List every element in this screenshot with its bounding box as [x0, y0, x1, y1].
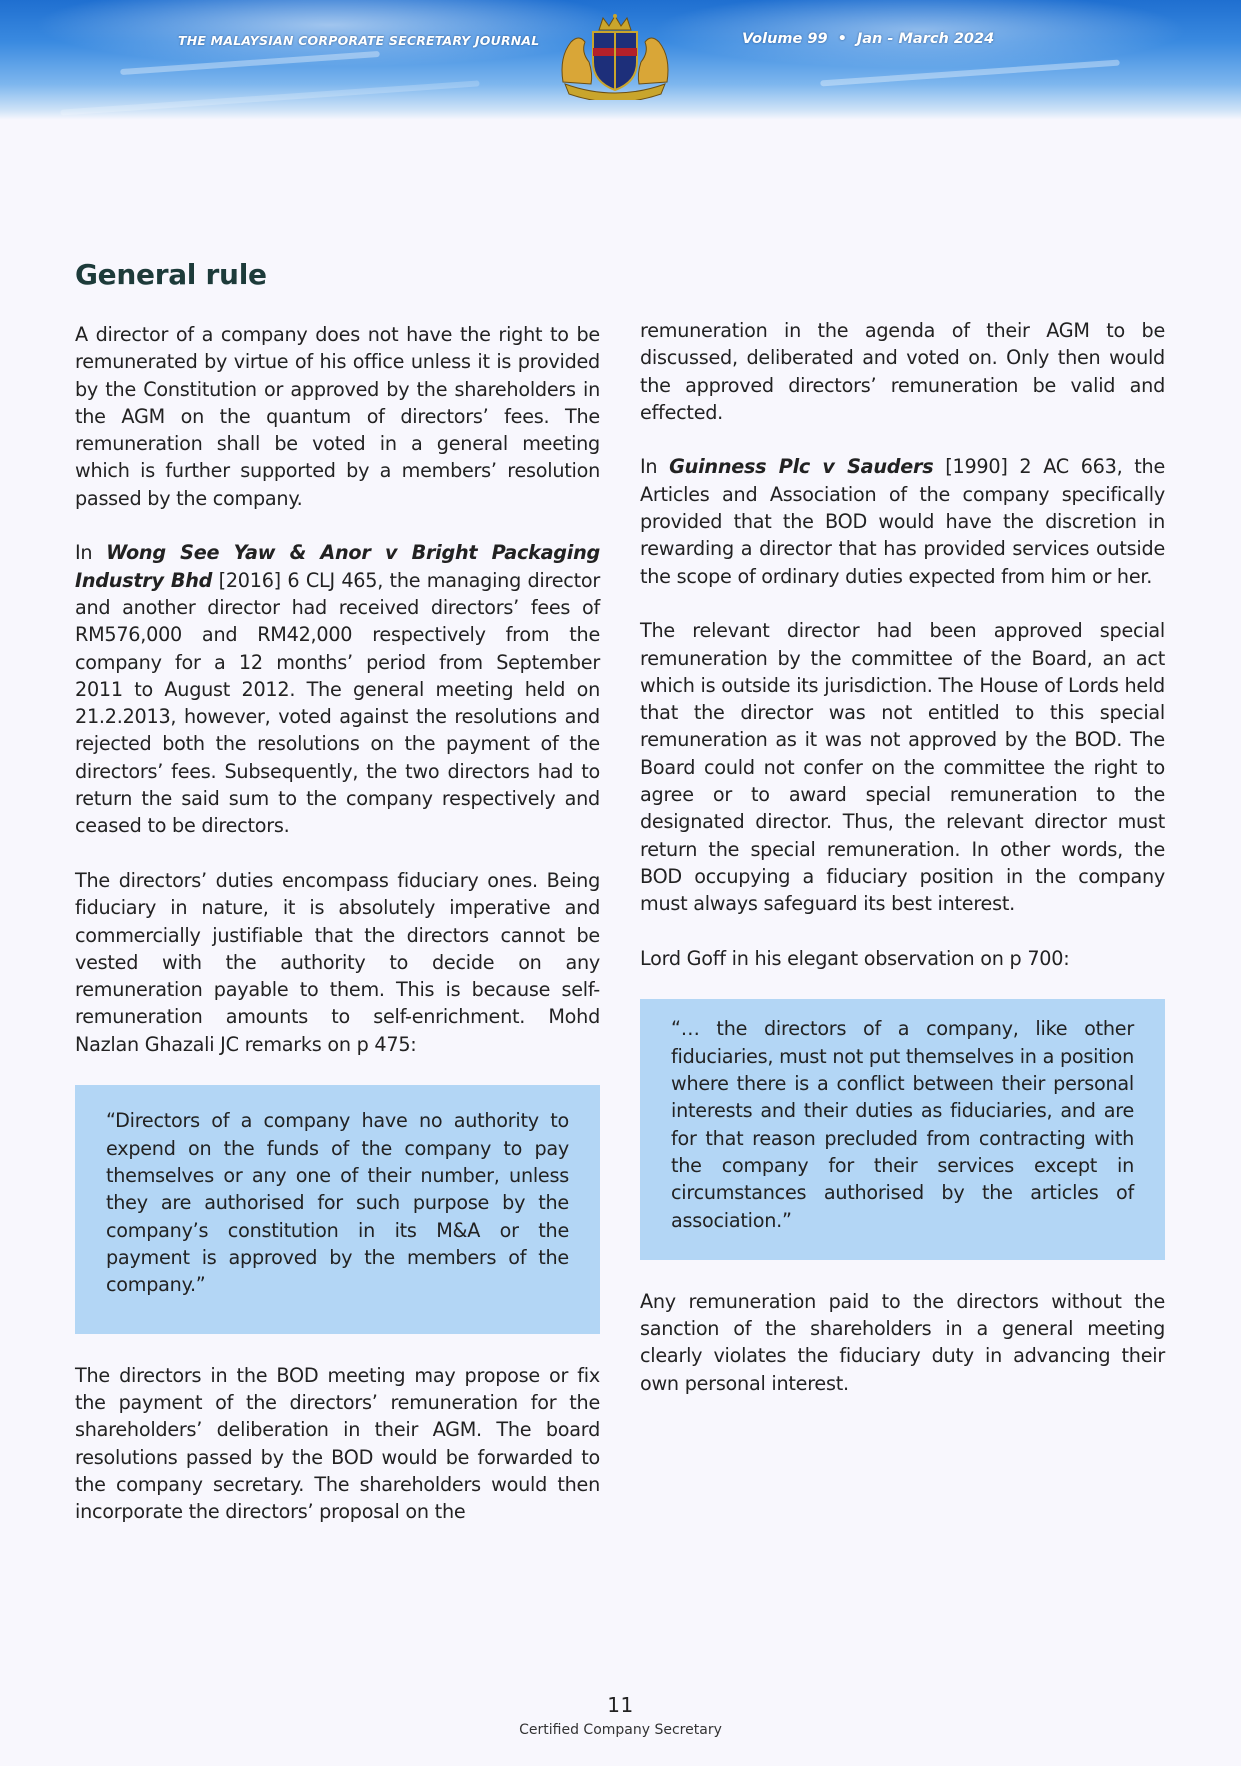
- paragraph: [75, 539, 600, 839]
- quote-text: “… the directors of a company, like other fiduciaries, must not put themselves in a position where there is a conflict between their personal interests and their duties as fiduciaries, and are for that reason precluded from contracting with the company for their services except in circumstances authorised by the articles of association.”: [671, 1017, 1134, 1232]
- left-column: [75, 321, 600, 1525]
- page-header: [0, 0, 1241, 120]
- paragraph: The directors’ duties encompass fiduciary ones. Being fiduciary in nature, it is absolutely imperative and commercially justifiable that the directors cannot be vested with the authority to decide on any remuneration payable to them. This is because self-remuneration amounts to self-enrichment. Mohd Nazlan Ghazali JC remarks on p 475:: [75, 868, 600, 1056]
- case-citation: Guinness Plc v Sauders: [669, 455, 934, 479]
- paragraph-lead: In: [75, 541, 107, 565]
- header-streak: [120, 51, 380, 75]
- paragraph: remuneration in the agenda of their AGM to be discussed, deliberated and voted on. Only then would the approved directors’ remuneration be valid and effected.: [640, 319, 1165, 424]
- header-streak: [820, 60, 1120, 87]
- separator: •: [837, 31, 847, 47]
- paragraph: Lord Goff in his elegant observation on p 700:: [640, 946, 1070, 970]
- right-column: [640, 317, 1165, 1397]
- section-heading: General rule: [75, 258, 267, 291]
- header-streak: [60, 80, 479, 115]
- quote-box: [640, 999, 1165, 1260]
- quote-text: “Directors of a company have no authority to expend on the funds of the company to pay themselves or any one of their number, unless they are authorised for such purpose by the company’s constitution in its M&A or the payment is approved by the members of the company.”: [106, 1109, 569, 1297]
- paragraph-lead: In: [640, 455, 670, 479]
- issue-info: [742, 31, 994, 47]
- issue-period: Jan - March 2024: [856, 31, 995, 47]
- case-citation: Wong See Yaw & Anor v Bright Packaging Industry Bhd: [75, 541, 600, 592]
- paragraph: [640, 453, 1165, 589]
- maicsa-crest-icon: [555, 12, 675, 100]
- paragraph: The relevant director had been approved special remuneration by the committee of the Board, an act which is outside its jurisdiction. The House of Lords held that the director was not entitled to this special remuneration as it was not approved by the BOD. The Board could not confer on the committee the right to agree or to award special remuneration to the designated director. Thus, the relevant director must return the special remuneration. In other words, the BOD occupying a fiduciary position in the company must always safeguard its best interest.: [640, 619, 1165, 916]
- paragraph: A director of a company does not have the right to be remunerated by virtue of his office unless it is provided by the Constitution or approved by the shareholders in the AGM on the quantum of directors’ fees. The remuneration shall be voted in a general meeting which is further supported by a members’ resolution passed by the company.: [75, 323, 600, 510]
- paragraph: Any remuneration paid to the directors without the sanction of the shareholders in a general meeting clearly violates the fiduciary duty in advancing their own personal interest.: [640, 1289, 1165, 1395]
- quote-box: [75, 1085, 600, 1334]
- journal-name: THE MALAYSIAN CORPORATE SECRETARY JOURNAL: [178, 33, 540, 48]
- paragraph-text: [1990] 2 AC 663, the Articles and Association of the company specifically provided that the BOD would have the discretion in rewarding a director that has provided services outside the scope of ordinary duties expected from him or her.: [640, 455, 1166, 588]
- publication-name: Certified Company Secretary: [519, 1722, 722, 1738]
- page-number: 11: [607, 1693, 634, 1717]
- paragraph-text: [2016] 6 CLJ 465, the managing director and another director had received directors’ fees of RM576,000 and RM42,000 respectively from the company for a 12 months’ period from September 2011 to August 2012. The general meeting held on 21.2.2013, however, voted against the resolutions and rejected both the resolutions on the payment of the directors’ fees. Subsequently, the two directors had to return the said sum to the company respectively and ceased to be directors.: [75, 568, 600, 838]
- paragraph: The directors in the BOD meeting may propose or fix the payment of the directors’ remuneration for the shareholders’ deliberation in their AGM. The board resolutions passed by the BOD would be forwarded to the company secretary. The shareholders would then incorporate the directors’ proposal on the: [75, 1363, 600, 1524]
- volume-label: Volume 99: [742, 31, 828, 47]
